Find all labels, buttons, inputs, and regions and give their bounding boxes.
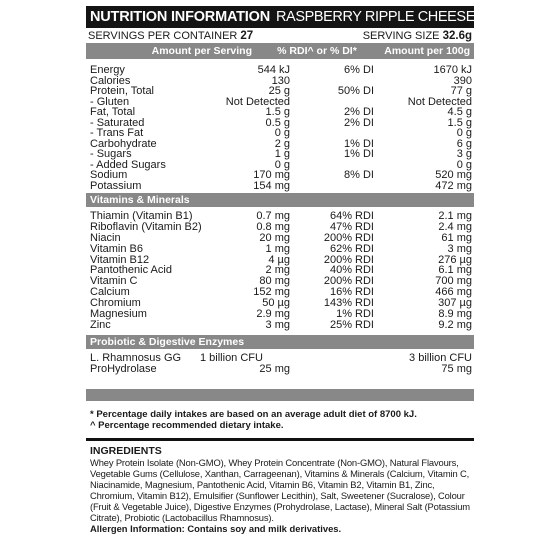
vitamin-per-100g: 8.9 mg <box>438 308 472 321</box>
nutrient-label: - Added Sugars <box>90 158 166 171</box>
probiotic-header: Probiotic & Digestive Enzymes <box>86 335 474 349</box>
nutrient-rdi <box>290 181 374 192</box>
nutrient-label: Fat, Total <box>90 106 136 118</box>
vitamin-rdi: 25% RDI <box>329 318 374 331</box>
nutrient-per-100g: 1670 kJ <box>433 64 472 76</box>
nutrient-amount: 1.5 g <box>265 106 290 118</box>
probiotic-amount: 1 billion CFU <box>200 351 263 364</box>
vitamin-per-100g: 466 mg <box>435 286 472 299</box>
nutrient-amount: 2 g <box>274 137 290 150</box>
vitamin-rdi: 40% RDI <box>329 264 374 277</box>
vitamin-amount: 50 µg <box>262 297 290 310</box>
serving-size: SERVING SIZE 32.6g <box>362 29 472 42</box>
header-per-100g: Amount per 100g <box>384 45 470 57</box>
nutrient-row <box>86 149 474 160</box>
vitamin-rdi: 16% RDI <box>329 286 374 299</box>
nutrient-amount: 544 kJ <box>257 64 290 76</box>
probiotic-spacer <box>290 353 374 364</box>
vitamin-amount: 3 mg <box>265 318 290 331</box>
vitamin-rdi: 200% RDI <box>323 253 374 266</box>
nutrient-amount: Not Detected <box>225 95 290 108</box>
title-bar <box>86 6 513 28</box>
vitamin-rdi: 1% RDI <box>336 308 374 321</box>
nutrient-per-100g: 1.5 g <box>447 116 472 129</box>
nutrient-per-100g: 472 mg <box>435 179 472 192</box>
vitamin-rdi: 62% RDI <box>329 242 374 255</box>
nutrient-amount: 130 <box>271 74 290 87</box>
nutrient-label: Energy <box>90 64 125 76</box>
probiotic-per-100g: 3 billion CFU <box>409 351 472 364</box>
vitamin-amount: 4 µg <box>268 253 290 266</box>
nutrient-amount: 0 g <box>274 158 290 171</box>
nutrient-label: - Saturated <box>90 116 145 129</box>
nutrient-amount: 0 g <box>274 127 290 139</box>
nutrient-row <box>86 86 474 97</box>
footnotes <box>86 401 474 431</box>
nutrient-rdi: 50% DI <box>337 85 374 97</box>
nutrient-per-100g: 390 <box>453 74 472 87</box>
nutrient-per-100g: 4.5 g <box>447 106 472 118</box>
header-per-serving: Amount per Serving <box>151 45 252 57</box>
vitamin-per-100g: 6.1 mg <box>438 264 472 277</box>
servings-per-container: SERVINGS PER CONTAINER 27 <box>88 29 254 42</box>
probiotic-per-100g: 75 mg <box>441 362 472 375</box>
vitamin-rdi: 64% RDI <box>329 210 374 222</box>
nutrient-amount: 154 mg <box>253 179 290 192</box>
ingredients-section <box>86 438 474 534</box>
nutrient-label: - Gluten <box>90 95 130 108</box>
nutrient-rdi: 6% DI <box>344 64 374 76</box>
nutrient-rdi: 1% DI <box>344 148 374 160</box>
vitamin-rdi: 143% RDI <box>323 297 374 310</box>
column-header <box>86 43 474 59</box>
nutrient-row <box>86 128 474 139</box>
ingredients-heading: INGREDIENTS <box>90 444 162 457</box>
vitamin-label: Zinc <box>90 318 111 331</box>
nutrient-rows <box>86 59 474 191</box>
vitamin-label: Calcium <box>90 286 130 299</box>
vitamin-label: Vitamin C <box>90 275 138 288</box>
probiotic-row <box>86 364 474 375</box>
vitamin-amount: 2 mg <box>265 264 290 277</box>
vitamin-label: Vitamin B12 <box>90 253 150 266</box>
vitamin-amount: 2.9 mg <box>256 308 290 321</box>
nutrient-per-100g: 520 mg <box>435 169 472 181</box>
vitamin-per-100g: 2.1 mg <box>438 210 472 222</box>
vitamin-rdi: 200% RDI <box>323 231 374 244</box>
nutrient-per-100g: 0 g <box>456 158 472 171</box>
nutrient-amount: 0.5 g <box>265 116 290 129</box>
nutrient-amount: 170 mg <box>253 169 290 181</box>
nutrient-per-100g: 0 g <box>456 127 472 139</box>
vitamin-label: Riboflavin (Vitamin B2) <box>90 220 202 233</box>
nutrient-per-100g: Not Detected <box>407 95 472 108</box>
vitamin-row <box>86 320 474 331</box>
footnote-di: * Percentage daily intakes are based on an average adult diet of 8700 kJ. <box>90 408 417 420</box>
nutrient-per-100g: 6 g <box>456 137 472 150</box>
nutrient-label: Carbohydrate <box>90 137 157 150</box>
nutrient-label: Protein, Total <box>90 85 155 97</box>
nutrient-row <box>86 107 474 118</box>
vitamin-label: Chromium <box>90 297 141 310</box>
nutrient-label: Calories <box>90 74 131 87</box>
probiotic-label: L. Rhamnosus GG <box>90 351 182 364</box>
vitamin-per-100g: 700 mg <box>435 275 472 288</box>
vitamin-per-100g: 3 mg <box>447 242 472 255</box>
nutrient-label: - Sugars <box>90 148 132 160</box>
serving-info <box>86 28 474 43</box>
vitamin-rows <box>86 207 474 331</box>
nutrient-label: - Trans Fat <box>90 127 144 139</box>
vitamin-per-100g: 307 µg <box>438 297 472 310</box>
vitamin-per-100g: 2.4 mg <box>438 220 472 233</box>
vitamin-row <box>86 244 474 255</box>
nutrient-rdi: 2% DI <box>344 116 374 129</box>
nutrient-label: Sodium <box>90 169 128 181</box>
nutrient-rdi: 2% DI <box>344 106 374 118</box>
nutrient-row <box>86 170 474 181</box>
nutrition-panel <box>86 6 513 534</box>
vitamin-per-100g: 61 mg <box>441 231 472 244</box>
probiotic-label: ProHydrolase <box>90 362 157 375</box>
vitamin-amount: 152 mg <box>253 286 290 299</box>
vitamin-label: Pantothenic Acid <box>90 264 172 277</box>
vitamin-amount: 20 mg <box>259 231 290 244</box>
vitamin-per-100g: 9.2 mg <box>438 318 472 331</box>
probiotic-spacer <box>290 364 374 375</box>
footnote-rdi: ^ Percentage recommended dietary intake. <box>90 419 284 431</box>
divider-bar <box>86 389 474 401</box>
nutrient-rdi: 1% DI <box>344 137 374 150</box>
vitamin-label: Thiamin (Vitamin B1) <box>90 210 193 222</box>
header-rdi: % RDI^ or % DI* <box>277 45 357 57</box>
vitamin-amount: 80 mg <box>259 275 290 288</box>
probiotic-rows <box>86 349 474 375</box>
nutrient-row <box>86 65 474 76</box>
nutrient-rdi <box>290 128 374 139</box>
allergen-info: Allergen Information: Contains soy and milk derivatives. <box>90 522 342 534</box>
vitamin-amount: 0.7 mg <box>256 210 290 222</box>
vitamin-amount: 1 mg <box>265 242 290 255</box>
nutrient-amount: 25 g <box>268 85 290 97</box>
nutrient-per-100g: 77 g <box>450 85 472 97</box>
probiotic-amount: 25 mg <box>259 362 290 375</box>
nutrient-row <box>86 181 474 192</box>
vitamin-rdi: 200% RDI <box>323 275 374 288</box>
vitamin-per-100g: 276 µg <box>438 253 472 266</box>
flavour-name: RASPBERRY RIPPLE CHEESECAKE <box>275 9 513 25</box>
panel-title: NUTRITION INFORMATION <box>90 9 270 25</box>
nutrient-rdi: 8% DI <box>344 169 374 181</box>
vitamin-rdi: 47% RDI <box>329 220 374 233</box>
nutrient-amount: 1 g <box>274 148 290 160</box>
vitamins-header: Vitamins & Minerals <box>86 193 474 207</box>
vitamin-label: Vitamin B6 <box>90 242 143 255</box>
ingredients-text: Whey Protein Isolate (Non-GMO), Whey Protein Concentrate (Non-GMO), Natural Flavours, Vegetable Gums (Cellulose, Xanthan, Carrageenan), Vitamins & Minerals (Calcium, Vitamin C, Niacinamide, Magnesium, Pantothenic Acid, Vitamin B6, Vitamin B2, Vitamin B1, Zinc, Chromium, Vitamin B12), Emulsifier (Sunflower Lecithin), Salt, Sweetener (Sucralose), Colour (Fruit & Vegetable Juice), Digestive Enzymes (Prohydrolase, Lactase), Mineral Salt (Potassium Citrate), Probiotic (Lactobacillus Rhamnosus). <box>90 456 470 523</box>
vitamin-label: Niacin <box>90 231 121 244</box>
vitamin-label: Magnesium <box>90 308 147 321</box>
nutrient-label: Potassium <box>90 179 142 192</box>
nutrient-per-100g: 3 g <box>456 148 472 160</box>
vitamin-amount: 0.8 mg <box>256 220 290 233</box>
